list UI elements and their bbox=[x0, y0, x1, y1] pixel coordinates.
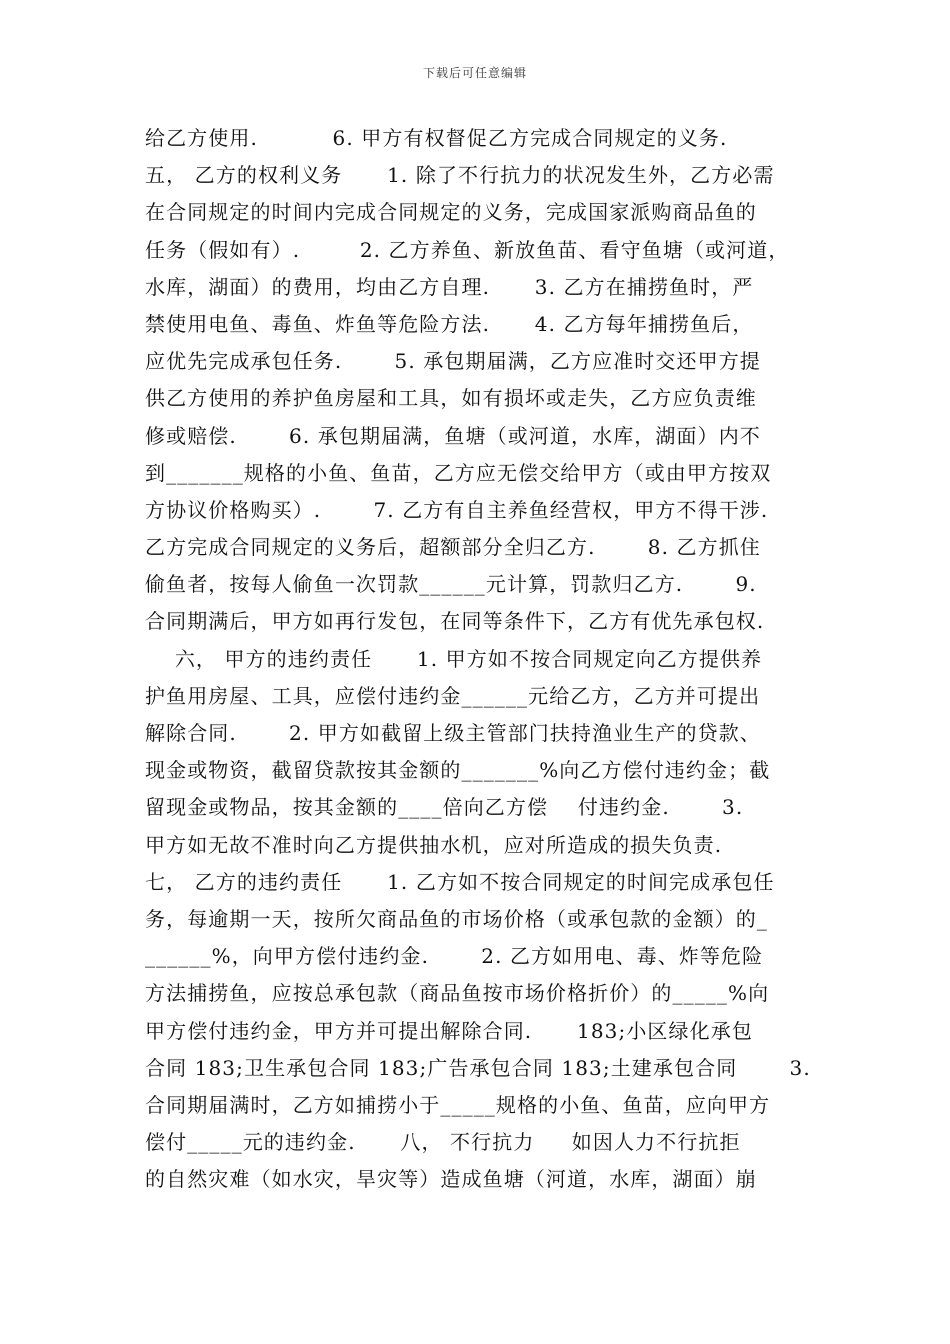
text-line: 禁使用电鱼、毒鱼、炸鱼等危险方法. 4. 乙方每年捕捞鱼后， bbox=[145, 311, 754, 336]
text-line: 解除合同. 2. 甲方如截留上级主管部门扶持渔业生产的贷款、 bbox=[145, 721, 761, 745]
text-line: 任务（假如有）. 2. 乙方养鱼、新放鱼苗、看守鱼塘（或河道， bbox=[145, 237, 790, 262]
text-line: 甲方如无故不准时向乙方提供抽水机，应对所造成的损失负责. bbox=[145, 832, 723, 857]
contract-body-text bbox=[145, 120, 815, 1198]
text-line: 合同期满后，甲方如再行发包，在同等条件下，乙方有优先承包权. bbox=[145, 609, 765, 634]
text-line: 水库，湖面）的费用，均由乙方自理. 3. 乙方在捕捞鱼时，严 bbox=[145, 274, 754, 299]
text-line: 在合同规定的时间内完成合同规定的义务，完成国家派购商品鱼的 bbox=[145, 200, 757, 225]
text-line: 偿付_____元的违约金. 八， 不行抗力 如因人力不行抗拒 bbox=[145, 1130, 741, 1155]
text-line: 偷鱼者，按每人偷鱼一次罚款______元计算，罚款归乙方. 9. bbox=[145, 572, 757, 597]
text-line: 供乙方使用的养护鱼房屋和工具，如有损坏或走失，乙方应负责维 bbox=[145, 386, 757, 411]
text-line: 的自然灾难（如水灾，旱灾等）造成鱼塘（河道，水库，湖面）崩 bbox=[145, 1167, 757, 1192]
text-line: ______%，向甲方偿付违约金. 2. 乙方如用电、毒、炸等危险 bbox=[145, 944, 764, 969]
text-line: 乙方完成合同规定的义务后，超额部分全归乙方. 8. 乙方抓住 bbox=[145, 535, 761, 560]
text-line: 务，每逾期一天，按所欠商品鱼的市场价格（或承包款的金额）的_ bbox=[145, 906, 768, 931]
text-line: 留现金或物品，按其金额的____倍向乙方偿 付违约金. 3. bbox=[145, 795, 744, 820]
text-line: 到_______规格的小鱼、鱼苗，乙方应无偿交给甲方（或由甲方按双 bbox=[145, 460, 772, 485]
text-line: 七， 乙方的违约责任 1. 乙方如不按合同规定的时间完成承包任 bbox=[145, 869, 775, 894]
page-header-note: 下载后可任意编辑 bbox=[422, 66, 527, 80]
text-line: 修或赔偿. 6. 承包期届满，鱼塘（或河道，水库，湖面）内不 bbox=[145, 423, 761, 448]
text-line: 应优先完成承包任务. 5. 承包期届满，乙方应准时交还甲方提 bbox=[145, 349, 761, 374]
text-line: 六， 甲方的违约责任 1. 甲方如不按合同规定向乙方提供养 bbox=[145, 646, 763, 671]
text-line: 合同 183;卫生承包合同 183;广告承包合同 183;土建承包合同 3. bbox=[145, 1055, 811, 1080]
text-line: 给乙方使用. 6. 甲方有权督促乙方完成合同规定的义务. bbox=[145, 126, 728, 150]
text-line: 五， 乙方的权利义务 1. 除了不行抗力的状况发生外，乙方必需 bbox=[145, 163, 775, 188]
text-line: 合同期届满时，乙方如捕捞小于_____规格的小鱼、鱼苗，应向甲方 bbox=[145, 1092, 771, 1117]
text-line: 现金或物资，截留贷款按其金额的_______%向乙方偿付违约金；截 bbox=[145, 758, 771, 783]
text-line: 方协议价格购买）. 7. 乙方有自主养鱼经营权，甲方不得干涉. bbox=[145, 497, 769, 522]
text-line: 甲方偿付违约金，甲方并可提出解除合同. 183;小区绿化承包 bbox=[145, 1018, 753, 1043]
text-line: 护鱼用房屋、工具，应偿付违约金______元给乙方，乙方并可提出 bbox=[145, 683, 761, 708]
text-line: 方法捕捞鱼，应按总承包款（商品鱼按市场价格折价）的_____%向 bbox=[145, 981, 770, 1006]
